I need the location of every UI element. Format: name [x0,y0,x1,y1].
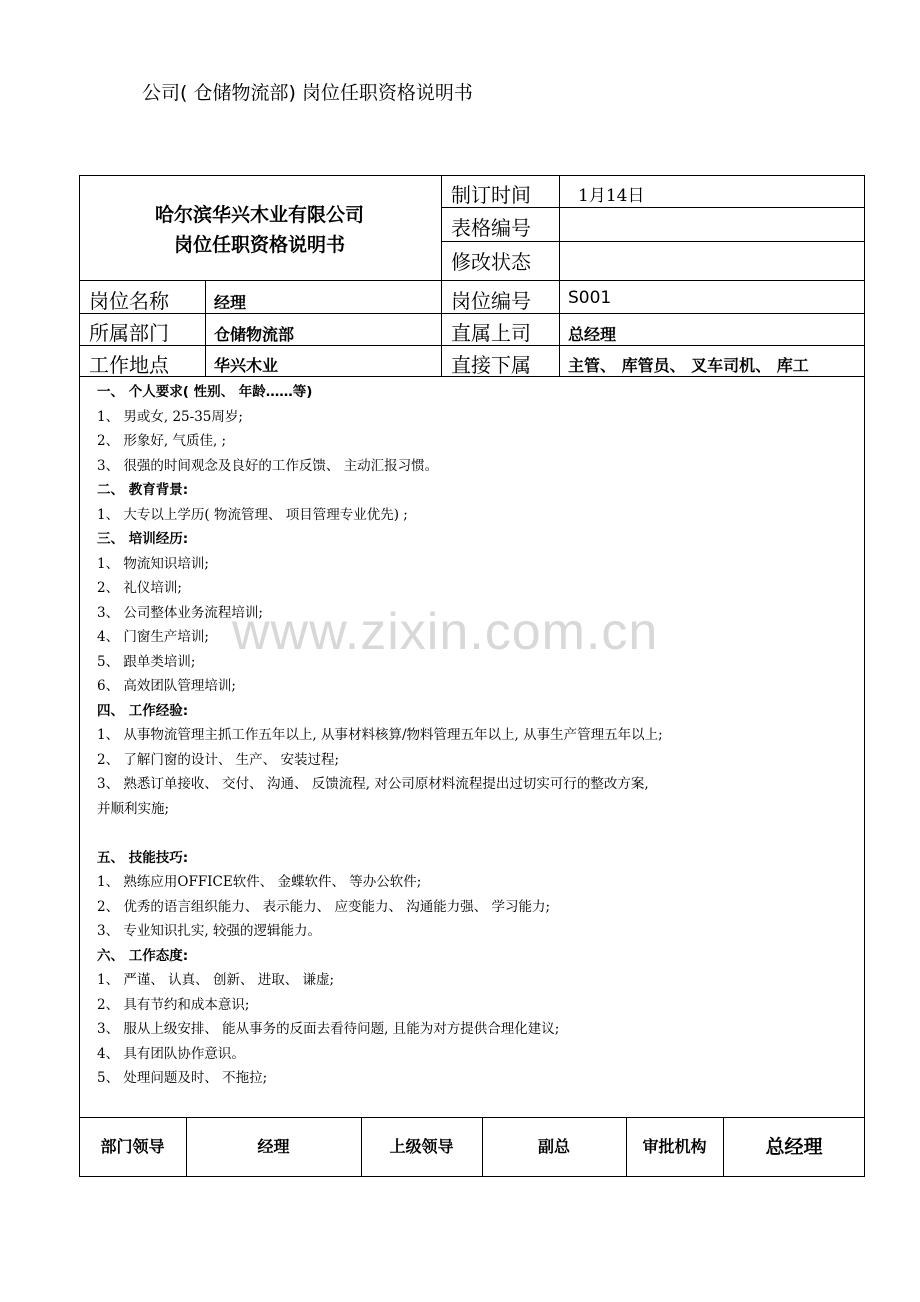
requirement-item: 2、 了解门窗的设计、 生产、 安装过程; [97,751,340,768]
revision-date-label: 制订时间 [451,183,531,207]
department-value: 仓储物流部 [214,325,295,344]
approval-value: 总经理 [765,1136,823,1158]
section-heading: 二、 教育背景: [97,482,189,498]
requirement-item: 1、 男或女, 25-35周岁; [97,408,243,425]
requirement-item: 2、 优秀的语言组织能力、 表示能力、 应变能力、 沟通能力强、 学习能力; [97,898,551,915]
requirement-item: 6、 高效团队管理培训; [97,678,236,694]
requirement-item: 4、 具有团队协作意识。 [97,1045,245,1062]
direct-subordinate-label: 直接下属 [451,353,531,377]
position-name-value: 经理 [214,293,247,312]
direct-superior-label: 直属上司 [451,321,531,345]
requirement-item: 1、 物流知识培训; [97,555,209,572]
direct-superior-value: 总经理 [568,325,617,344]
requirement-item: 1、 从事物流管理主抓工作五年以上, 从事材料核算/物料管理五年以上, 从事生产管理五年以上; [97,727,663,743]
revision-date-value: 1月14日 [578,186,645,206]
company-name: 哈尔滨华兴木业有限公司 [154,204,364,226]
table-rule [559,175,560,376]
requirement-item: 1、 严谨、 认真、 创新、 进取、 谦虚; [97,972,335,988]
position-code-value: S001 [568,288,612,308]
superior-label: 上级领导 [389,1137,454,1156]
section-heading: 五、 技能技巧: [97,849,189,866]
requirement-item: 3、 熟悉订单接收、 交付、 沟通、 反馈流程, 对公司原材料流程提出过切实可行的整改方案, [97,776,649,792]
position-code-label: 岗位编号 [451,289,531,313]
requirement-item: 并顺利实施; [97,800,170,817]
superior-value: 副总 [537,1137,570,1156]
form-number-label: 表格编号 [451,216,531,240]
section-heading: 三、 培训经历: [97,531,189,547]
table-rule [205,280,206,376]
table-rule [441,175,442,376]
form-name: 岗位任职资格说明书 [173,234,345,256]
requirement-item: 5、 跟单类培训; [97,653,196,670]
requirement-item: 2、 形象好, 气质佳, ; [97,433,227,449]
dept-leader-value: 经理 [257,1137,290,1156]
position-name-label: 岗位名称 [89,289,169,313]
requirement-item: 3、 服从上级安排、 能从事务的反面去看待问题, 且能为对方提供合理化建议; [97,1021,560,1037]
direct-subordinate-value: 主管、 库管员、 叉车司机、 库工 [568,356,809,375]
requirement-item: 3、 很强的时间观念及良好的工作反馈、 主动汇报习惯。 [97,457,439,474]
section-heading: 四、 工作经验: [97,702,189,719]
requirements-section [97,380,857,1091]
table-rule [441,241,865,242]
modify-status-label: 修改状态 [451,250,531,274]
requirement-item: 1、 熟练应用OFFICE软件、 金蝶软件、 等办公软件; [97,874,422,890]
section-heading: 六、 工作态度: [97,947,189,964]
location-label: 工作地点 [89,353,169,377]
requirement-item: 1、 大专以上学历( 物流管理、 项目管理专业优先) ; [97,506,408,523]
approval-label: 审批机构 [642,1137,707,1156]
requirement-item: 3、 专业知识扎实, 较强的逻辑能力。 [97,923,321,939]
section-heading: 一、 个人要求( 性别、 年龄……等) [97,384,313,400]
document-title: 公司( 仓储物流部) 岗位任职资格说明书 [142,82,473,104]
requirement-item: 5、 处理问题及时、 不拖拉; [97,1070,268,1086]
requirement-item: 2、 礼仪培训; [97,580,182,596]
blank-line [97,821,857,846]
department-label: 所属部门 [89,321,169,345]
watermark: www.zixin.com.cn [232,603,659,661]
table-rule [79,280,865,281]
requirement-item: 4、 门窗生产培训; [97,629,209,645]
dept-leader-label: 部门领导 [100,1137,165,1156]
location-value: 华兴木业 [214,356,279,375]
requirement-item: 2、 具有节约和成本意识; [97,996,250,1013]
requirement-item: 3、 公司整体业务流程培训; [97,604,263,621]
